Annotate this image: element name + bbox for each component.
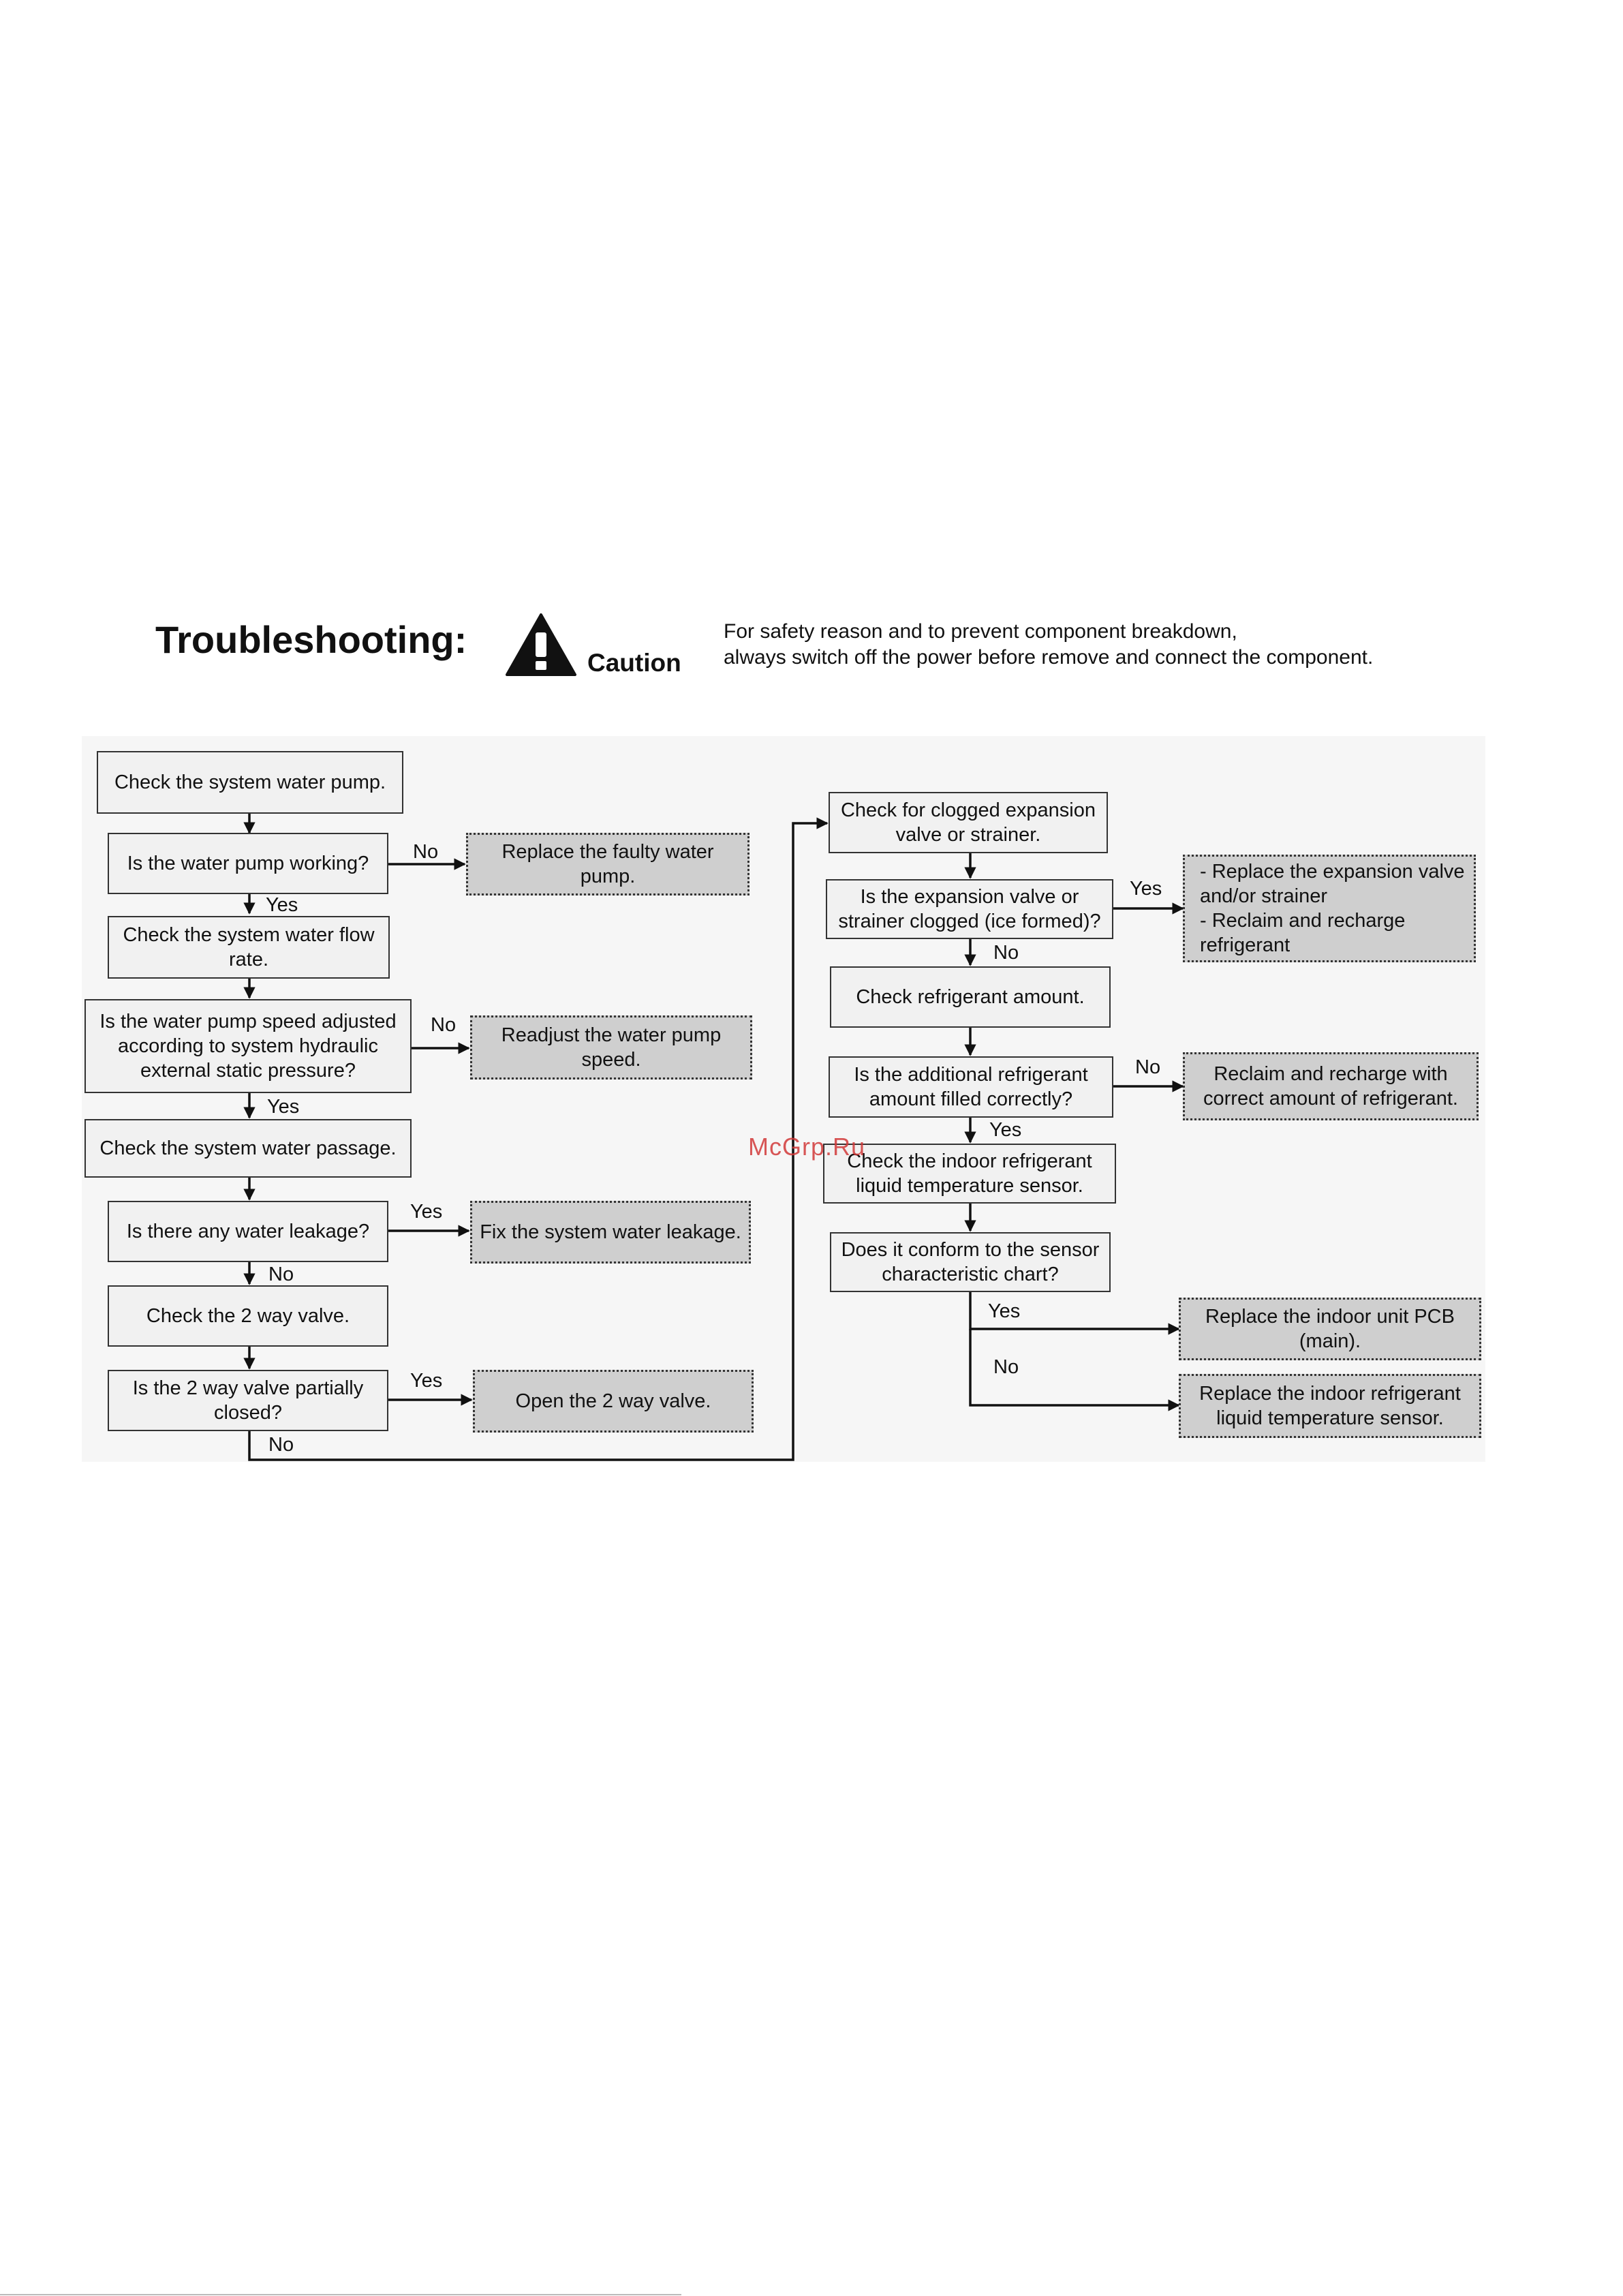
- step-check-flow-rate: Check the system water flow rate.: [108, 916, 390, 979]
- label-pump-speed-no: No: [431, 1014, 457, 1036]
- label-conform-no: No: [993, 1356, 1019, 1378]
- decision-water-leakage: Is there any water leakage?: [108, 1201, 388, 1262]
- step-check-2-way-valve: Check the 2 way valve.: [108, 1285, 388, 1347]
- action-fix-leakage: Fix the system water leakage.: [470, 1201, 751, 1264]
- action-replace-pump: Replace the faulty water pump.: [466, 833, 749, 896]
- label-pump-speed-yes: Yes: [267, 1096, 300, 1118]
- step-check-water-passage: Check the system water passage.: [84, 1119, 412, 1178]
- action-replace-temp-sensor: Replace the indoor refrigerant liquid temperature sensor.: [1179, 1374, 1481, 1438]
- step-check-water-pump: Check the system water pump.: [97, 751, 403, 814]
- decision-refrigerant-filled: Is the additional refrigerant amount filled correctly?: [829, 1056, 1113, 1118]
- action-replace-expansion-line-1: - Replace the expansion valve and/or strainer: [1200, 861, 1465, 907]
- label-valve-closed-no: No: [268, 1434, 294, 1456]
- label-leakage-yes: Yes: [410, 1201, 443, 1223]
- label-valve-closed-yes: Yes: [410, 1370, 443, 1392]
- label-pump-working-no: No: [413, 841, 439, 863]
- label-leakage-no: No: [268, 1264, 294, 1285]
- action-replace-expansion: [1183, 855, 1476, 962]
- decision-valve-partially-closed: Is the 2 way valve partially closed?: [108, 1370, 388, 1431]
- action-readjust-speed: Readjust the water pump speed.: [470, 1015, 752, 1080]
- label-clogged-yes: Yes: [1130, 878, 1162, 900]
- label-filled-yes: Yes: [989, 1119, 1022, 1141]
- action-replace-indoor-pcb: Replace the indoor unit PCB (main).: [1179, 1298, 1481, 1360]
- watermark: McGrp.Ru: [748, 1133, 866, 1161]
- decision-sensor-characteristic: Does it conform to the sensor characteristic chart?: [830, 1232, 1111, 1292]
- page-title: Troubleshooting:: [155, 618, 467, 661]
- action-replace-expansion-line-2: - Reclaim and recharge refrigerant: [1200, 910, 1406, 956]
- action-open-valve: Open the 2 way valve.: [473, 1370, 754, 1433]
- label-pump-working-yes: Yes: [266, 894, 298, 916]
- safety-note-line-2: always switch off the power before remove and connect the component.: [724, 646, 1374, 669]
- step-check-clogged-expansion: Check for clogged expansion valve or strainer.: [829, 792, 1108, 853]
- step-check-liquid-temp-sensor: Check the indoor refrigerant liquid temperature sensor.: [823, 1144, 1116, 1204]
- action-reclaim-recharge: Reclaim and recharge with correct amount of refrigerant.: [1183, 1052, 1479, 1120]
- label-filled-no: No: [1135, 1056, 1161, 1078]
- decision-expansion-clogged: Is the expansion valve or strainer clogged (ice formed)?: [826, 879, 1113, 939]
- decision-pump-working: Is the water pump working?: [108, 833, 388, 894]
- label-conform-yes: Yes: [988, 1300, 1021, 1322]
- decision-pump-speed: Is the water pump speed adjusted according to system hydraulic external static pressure?: [84, 999, 412, 1093]
- footer-rule: [0, 2294, 681, 2295]
- label-clogged-no: No: [993, 942, 1019, 964]
- step-check-refrigerant: Check refrigerant amount.: [830, 966, 1111, 1028]
- safety-note-line-1: For safety reason and to prevent component breakdown,: [724, 620, 1237, 643]
- caution-label: Caution: [587, 649, 681, 677]
